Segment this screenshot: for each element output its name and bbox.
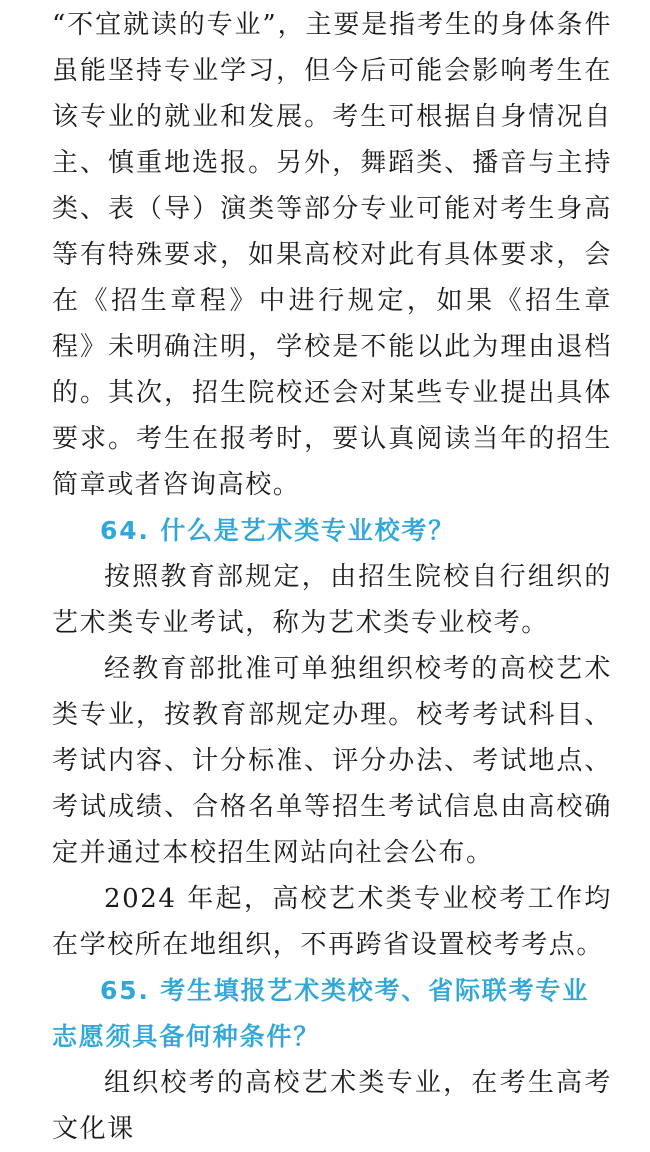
question-heading-65: 65. 考生填报艺术类校考、省际联考专业志愿须具备何种条件？ (52, 976, 589, 1051)
paragraph-art-exam-definition: 按照教育部规定，由招生院校自行组织的艺术类专业考试，称为艺术类专业校考。 (52, 562, 612, 638)
paragraph-unsuitable-majors: “不宜就读的专业”，主要是指考生的身体条件虽能坚持专业学习，但今后可能会影响考生在该专业的就业和发展。考生可根据自身情况自主、慎重地选报。另外，舞蹈类、播音与主持类、表（导）演类等部分专业可能对考生身高等有特殊要求，如果高校对此有具体要求，会在《招生章程》中进行规定，如果《招生章程》未明确注明，学校是不能以此为理由退档的。其次，招生院校还会对某些专业提出具体要求。考生在报考时，要认真阅读当年的招生简章或者咨询高校。 (52, 10, 612, 500)
paragraph-art-exam-rules: 经教育部批准可单独组织校考的高校艺术类专业，按教育部规定办理。校考考试科目、考试内容、计分标准、评分办法、考试地点、考试成绩、合格名单等招生考试信息由高校确定并通过本校招生网站向社会公布。 (52, 654, 612, 868)
paragraph-application-conditions: 组织校考的高校艺术类专业，在考生高考文化课 (52, 1068, 612, 1144)
question-heading-64: 64. 什么是艺术类专业校考？ (100, 516, 455, 545)
paragraph-2024-policy: 2024 年起，高校艺术类专业校考工作均在学校所在地组织，不再跨省设置校考考点。 (52, 884, 612, 960)
document-page (52, 0, 612, 1152)
